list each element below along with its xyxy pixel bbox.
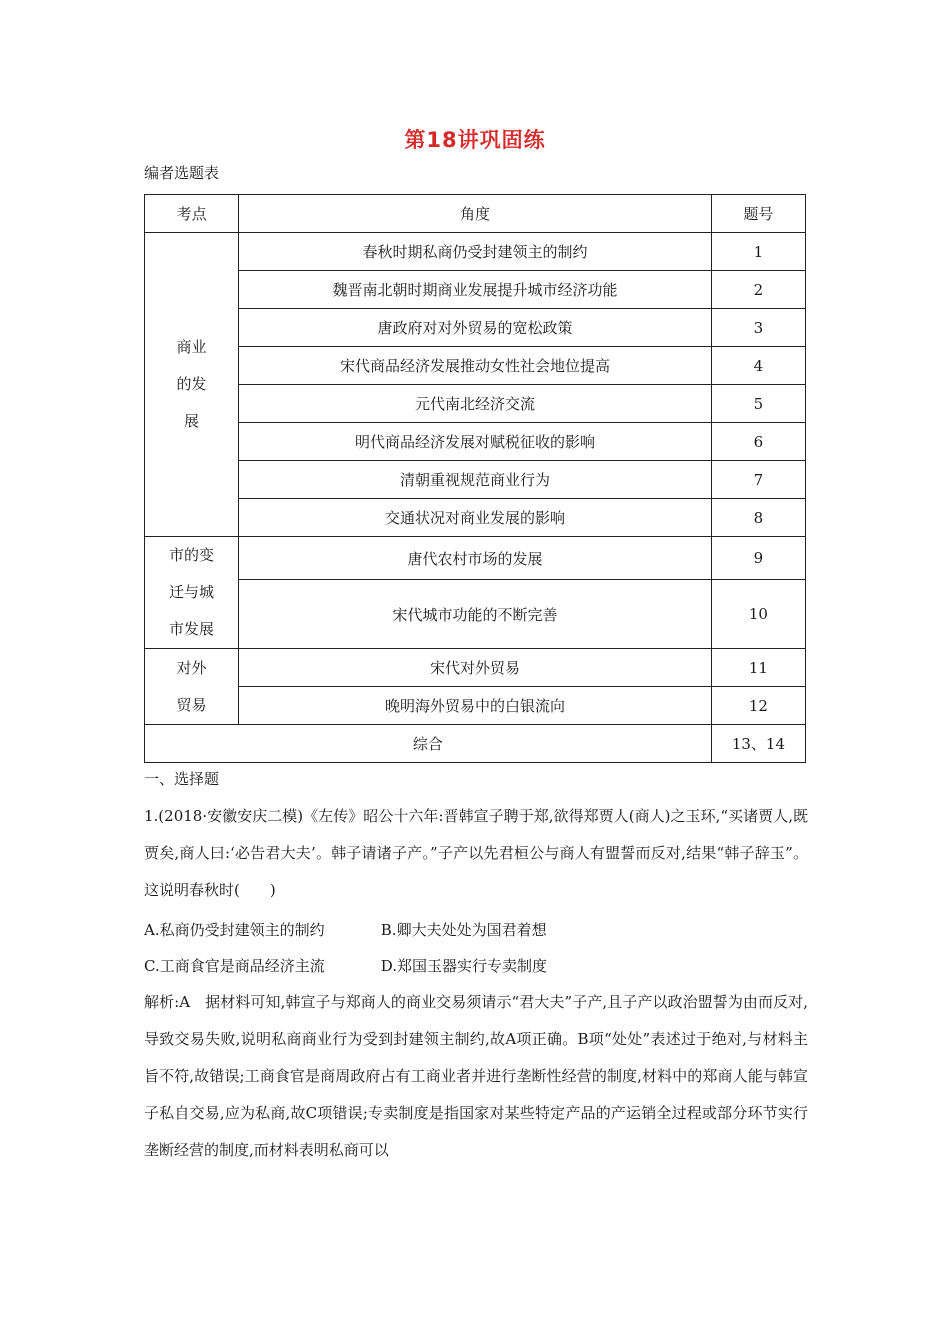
point-commerce — [145, 233, 239, 537]
angle-cell: 晚明海外贸易中的白银流向 — [239, 687, 712, 725]
number-cell: 2 — [711, 271, 805, 309]
point-label: 市的变迁与城市发展 — [169, 546, 215, 638]
point-trade — [145, 649, 239, 725]
point-label: 商业的发展 — [176, 338, 207, 430]
number-cell: 8 — [711, 499, 805, 537]
table-row — [145, 649, 806, 687]
options-row-1 — [144, 912, 547, 948]
number-cell: 12 — [711, 687, 805, 725]
selection-table — [144, 194, 806, 763]
table-row — [145, 385, 806, 423]
table-row — [145, 537, 806, 580]
number-cell: 5 — [711, 385, 805, 423]
number-cell: 6 — [711, 423, 805, 461]
angle-cell: 明代商品经济发展对赋税征收的影响 — [239, 423, 712, 461]
table-caption: 编者选题表 — [144, 164, 220, 182]
angle-cell: 春秋时期私商仍受封建领主的制约 — [239, 233, 712, 271]
option-a: A.私商仍受封建领主的制约 — [144, 921, 325, 939]
number-cell: 1 — [711, 233, 805, 271]
number-cell: 7 — [711, 461, 805, 499]
angle-cell: 唐政府对对外贸易的宽松政策 — [239, 309, 712, 347]
table-header-row — [145, 195, 806, 233]
angle-cell: 清朝重视规范商业行为 — [239, 461, 712, 499]
point-label: 对外贸易 — [176, 658, 207, 714]
angle-cell: 唐代农村市场的发展 — [239, 537, 712, 580]
header-number: 题号 — [711, 195, 805, 233]
option-c: C.工商食官是商品经济主流 — [144, 957, 325, 975]
table-row — [145, 347, 806, 385]
angle-cell: 宋代对外贸易 — [239, 649, 712, 687]
summary-number: 13、14 — [711, 725, 805, 763]
number-cell: 3 — [711, 309, 805, 347]
point-city — [145, 537, 239, 649]
number-cell: 10 — [711, 580, 805, 649]
options-row-2 — [144, 948, 547, 984]
table-row — [145, 309, 806, 347]
header-point: 考点 — [145, 195, 239, 233]
question-stem: 1.(2018·安徽安庆二模)《左传》昭公十六年:晋韩宣子聘于郑,欲得郑贾人(商人)之玉环,“买诸贾人,既贾矣,商人曰:‘必告君大夫’。韩子请诸子产。”子产以先君桓公与商人有盟誓而反对,结果“韩子辞玉”。这说明春秋时( ) — [144, 807, 808, 899]
table-row — [145, 687, 806, 725]
table-row — [145, 423, 806, 461]
number-cell: 11 — [711, 649, 805, 687]
angle-cell: 宋代城市功能的不断完善 — [239, 580, 712, 649]
table-summary-row — [145, 725, 806, 763]
page-title: 第18讲巩固练 — [404, 128, 546, 152]
table-row — [145, 271, 806, 309]
angle-cell: 元代南北经济交流 — [239, 385, 712, 423]
table-row — [145, 499, 806, 537]
header-angle: 角度 — [239, 195, 712, 233]
angle-cell: 宋代商品经济发展推动女性社会地位提高 — [239, 347, 712, 385]
analysis-text: 解析:A 据材料可知,韩宣子与郑商人的商业交易须请示“君大夫”子产,且子产以政治盟誓为由而反对,导致交易失败,说明私商商业行为受到封建领主制约,故A项正确。B项“处处”表述过于绝对,与材料主旨不符,故错误;工商食官是商周政府占有工商业者并进行垄断性经营的制度,材料中的郑商人能与韩宣子私自交易,应为私商,故C项错误;专卖制度是指国家对某些特定产品的产运销全过程或部分环节实行垄断经营的制度,而材料表明私商可以 — [144, 993, 808, 1159]
angle-cell: 魏晋南北朝时期商业发展提升城市经济功能 — [239, 271, 712, 309]
option-d: D.郑国玉器实行专卖制度 — [380, 957, 548, 975]
table-row — [145, 233, 806, 271]
table-row — [145, 461, 806, 499]
angle-cell: 交通状况对商业发展的影响 — [239, 499, 712, 537]
section-heading: 一、选择题 — [144, 770, 220, 788]
number-cell: 9 — [711, 537, 805, 580]
summary-label: 综合 — [145, 725, 712, 763]
option-b: B.卿大夫处处为国君着想 — [380, 921, 547, 939]
table-row — [145, 580, 806, 649]
number-cell: 4 — [711, 347, 805, 385]
